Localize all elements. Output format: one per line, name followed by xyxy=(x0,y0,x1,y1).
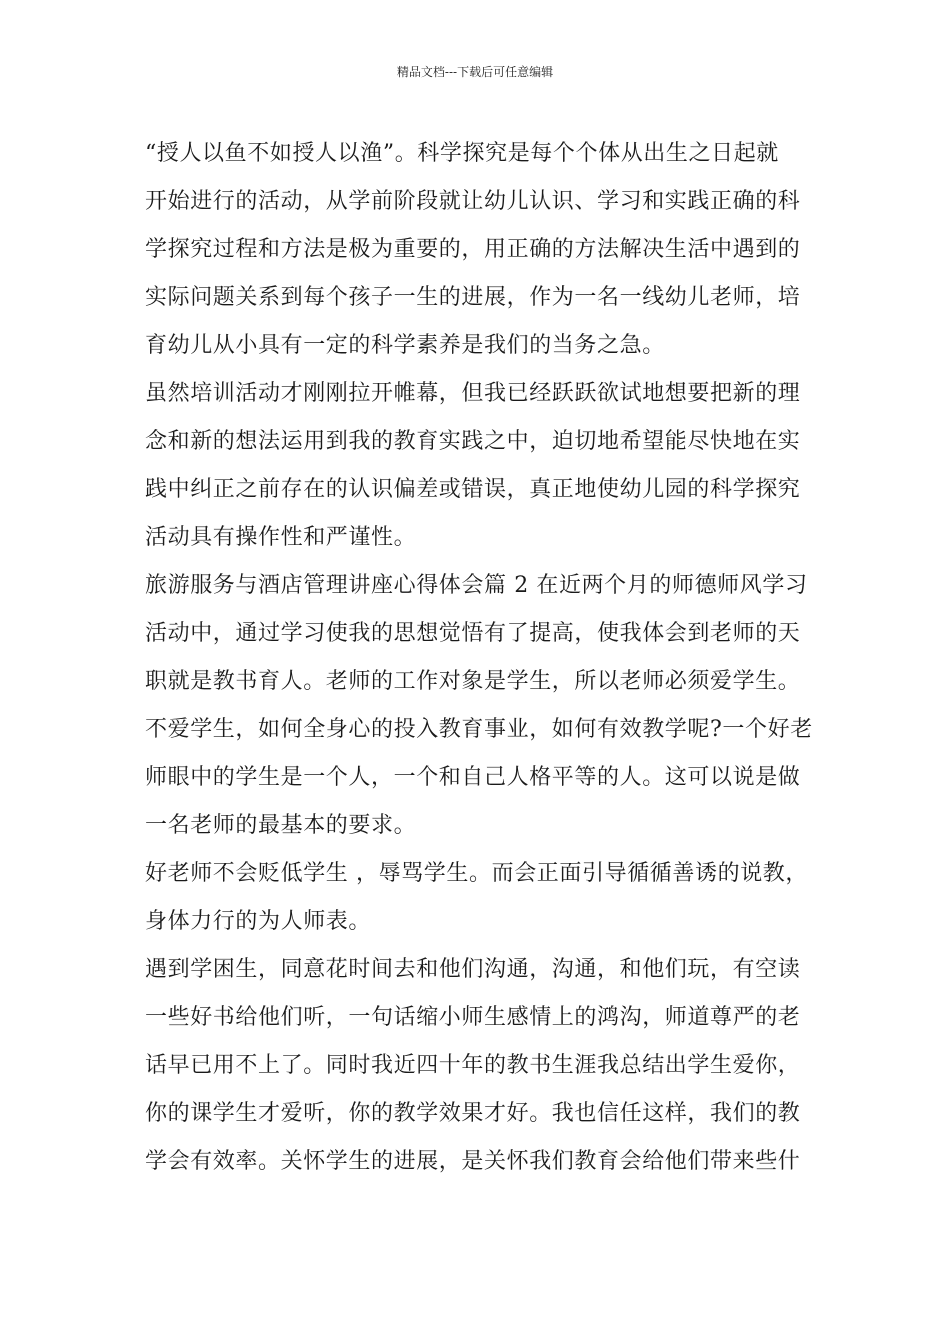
text-line: 学会有效率。关怀学生的进展，是关怀我们教育会给他们带来些什 xyxy=(145,1149,801,1174)
text-line: 话早已用不上了。同时我近四十年的教书生涯我总结出学生爱你， xyxy=(145,1053,801,1078)
text-line: 活动中，通过学习使我的思想觉悟有了提高，使我体会到老师的天 xyxy=(145,621,801,646)
text-line: “授人以鱼不如授人以渔”。科学探究是每个个体从出生之日起就 xyxy=(145,141,779,166)
text-line: 一名老师的最基本的要求。 xyxy=(145,813,417,838)
text-line: 师眼中的学生是一个人，一个和自己人格平等的人。这可以说是做 xyxy=(145,765,801,790)
text-line: 职就是教书育人。老师的工作对象是学生，所以老师必须爱学生。 xyxy=(145,669,801,694)
text-line: 学探究过程和方法是极为重要的，用正确的方法解决生活中遇到的 xyxy=(145,237,801,262)
text-line: 虽然培训活动才刚刚拉开帷幕，但我已经跃跃欲试地想要把新的理 xyxy=(145,381,801,406)
text-line: 旅游服务与酒店管理讲座心得体会篇 2 在近两个月的师德师风学习 xyxy=(145,573,808,598)
text-line: 念和新的想法运用到我的教育实践之中，迫切地希望能尽快地在实 xyxy=(145,429,801,454)
text-line: 一些好书给他们听，一句话缩小师生感情上的鸿沟，师道尊严的老 xyxy=(145,1005,801,1030)
page-header: 精品文档---下载后可任意编辑 xyxy=(396,65,554,79)
text-line: 实际问题关系到每个孩子一生的进展，作为一名一线幼儿老师，培 xyxy=(145,285,801,310)
text-line: 身体力行的为人师表。 xyxy=(145,909,372,934)
document-body xyxy=(145,130,813,1186)
text-line: 活动具有操作性和严谨性。 xyxy=(145,525,417,550)
text-line: 你的课学生才爱听，你的教学效果才好。我也信任这样，我们的教 xyxy=(145,1101,801,1126)
text-line: 遇到学困生，同意花时间去和他们沟通，沟通，和他们玩，有空读 xyxy=(145,957,801,982)
text-line: 育幼儿从小具有一定的科学素养是我们的当务之急。 xyxy=(145,333,665,358)
text-line: 开始进行的活动，从学前阶段就让幼儿认识、学习和实践正确的科 xyxy=(145,189,801,214)
text-line: 不爱学生，如何全身心的投入教育事业，如何有效教学呢?一个好老 xyxy=(145,717,813,742)
text-line: 好老师不会贬低学生 ，辱骂学生。而会正面引导循循善诱的说教， xyxy=(145,861,808,886)
text-line: 践中纠正之前存在的认识偏差或错误，真正地使幼儿园的科学探究 xyxy=(145,477,801,502)
